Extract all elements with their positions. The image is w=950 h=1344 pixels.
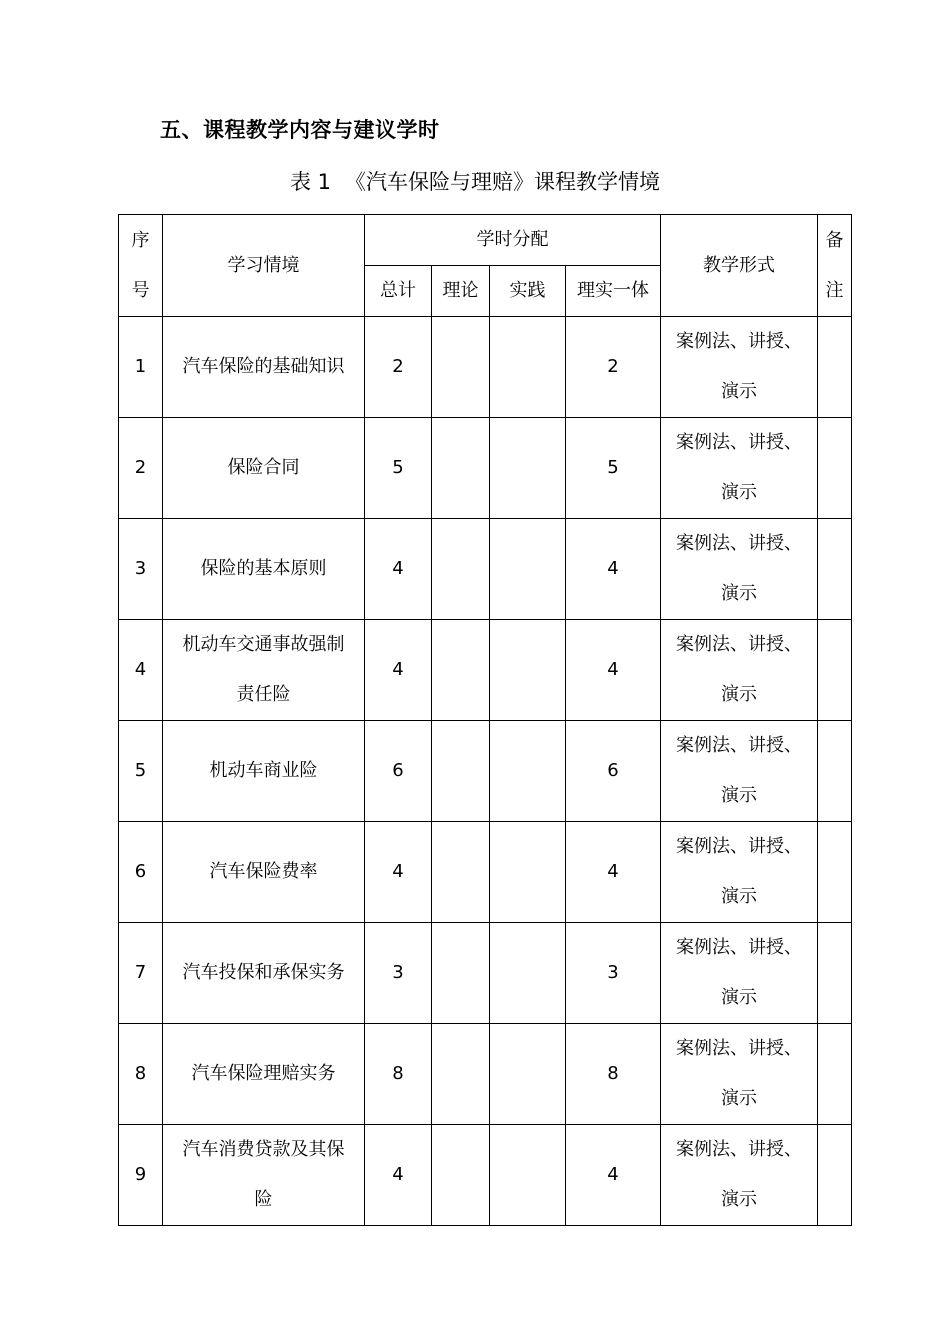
cell-topic [163, 418, 365, 519]
cell-topic-line: 险 [254, 1189, 273, 1210]
cell-seq: 2 [119, 418, 163, 519]
cell-form [661, 721, 818, 822]
cell-form-line: 案例法、讲授、 [676, 937, 802, 958]
cell-remark [818, 519, 852, 620]
cell-topic-line: 保险合同 [227, 457, 300, 478]
cell-form [661, 620, 818, 721]
cell-topic [163, 1024, 365, 1125]
table-row [119, 519, 852, 620]
cell-total: 5 [365, 418, 432, 519]
table-header-row-1 [119, 215, 852, 266]
cell-form [661, 822, 818, 923]
cell-form-line: 案例法、讲授、 [676, 533, 802, 554]
cell-seq: 3 [119, 519, 163, 620]
cell-topic [163, 822, 365, 923]
cell-form-line: 案例法、讲授、 [676, 432, 802, 453]
cell-form [661, 519, 818, 620]
cell-seq: 8 [119, 1024, 163, 1125]
cell-form-line: 案例法、讲授、 [676, 331, 802, 352]
cell-remark [818, 923, 852, 1024]
header-integrated: 理实一体 [566, 266, 661, 317]
cell-form [661, 923, 818, 1024]
cell-practice [490, 519, 566, 620]
table-row [119, 317, 852, 418]
cell-seq: 9 [119, 1125, 163, 1226]
cell-topic-line: 汽车投保和承保实务 [182, 962, 345, 983]
cell-topic-line: 机动车商业险 [209, 760, 318, 781]
cell-theory [432, 519, 490, 620]
cell-total: 3 [365, 923, 432, 1024]
cell-seq: 6 [119, 822, 163, 923]
cell-practice [490, 620, 566, 721]
cell-practice [490, 1024, 566, 1125]
table-row [119, 1125, 852, 1226]
cell-form [661, 1125, 818, 1226]
cell-remark [818, 1024, 852, 1125]
table-row [119, 1024, 852, 1125]
cell-form [661, 317, 818, 418]
cell-integrated: 8 [566, 1024, 661, 1125]
cell-practice [490, 923, 566, 1024]
cell-form-line: 演示 [721, 1189, 757, 1210]
cell-total: 4 [365, 620, 432, 721]
cell-form-line: 演示 [721, 886, 757, 907]
header-remark-line: 备 [825, 229, 844, 251]
header-form: 教学形式 [661, 215, 818, 317]
header-seq-line: 号 [131, 279, 150, 301]
cell-topic [163, 721, 365, 822]
header-theory: 理论 [432, 266, 490, 317]
cell-practice [490, 822, 566, 923]
header-topic: 学习情境 [163, 215, 365, 317]
cell-seq: 4 [119, 620, 163, 721]
cell-form-line: 案例法、讲授、 [676, 735, 802, 756]
cell-topic-line: 汽车保险的基础知识 [182, 356, 345, 377]
header-hours: 学时分配 [365, 215, 661, 266]
cell-integrated: 4 [566, 822, 661, 923]
cell-form-line: 演示 [721, 684, 757, 705]
cell-theory [432, 721, 490, 822]
header-seq [119, 215, 163, 317]
table-caption-number: 表 1 [289, 170, 332, 194]
cell-total: 4 [365, 1125, 432, 1226]
header-remark [818, 215, 852, 317]
cell-form-line: 演示 [721, 381, 757, 402]
cell-remark [818, 822, 852, 923]
cell-theory [432, 1024, 490, 1125]
cell-practice [490, 1125, 566, 1226]
table-row [119, 923, 852, 1024]
cell-integrated: 6 [566, 721, 661, 822]
cell-form [661, 1024, 818, 1125]
cell-integrated: 4 [566, 620, 661, 721]
cell-practice [490, 418, 566, 519]
cell-integrated: 4 [566, 519, 661, 620]
cell-form-line: 演示 [721, 785, 757, 806]
cell-theory [432, 923, 490, 1024]
cell-theory [432, 822, 490, 923]
course-table [118, 214, 852, 1226]
cell-theory [432, 317, 490, 418]
cell-form-line: 演示 [721, 482, 757, 503]
cell-seq: 5 [119, 721, 163, 822]
header-seq-line: 序 [131, 229, 150, 251]
cell-form-line: 演示 [721, 1088, 757, 1109]
cell-total: 2 [365, 317, 432, 418]
cell-practice [490, 721, 566, 822]
cell-total: 4 [365, 822, 432, 923]
cell-form [661, 418, 818, 519]
cell-total: 4 [365, 519, 432, 620]
cell-integrated: 3 [566, 923, 661, 1024]
table-row [119, 822, 852, 923]
table-row [119, 418, 852, 519]
cell-form-line: 案例法、讲授、 [676, 836, 802, 857]
cell-theory [432, 620, 490, 721]
table-caption [0, 166, 950, 196]
cell-topic [163, 317, 365, 418]
cell-topic-line: 保险的基本原则 [200, 558, 327, 579]
cell-remark [818, 317, 852, 418]
cell-practice [490, 317, 566, 418]
cell-form-line: 案例法、讲授、 [676, 1139, 802, 1160]
cell-integrated: 5 [566, 418, 661, 519]
cell-theory [432, 418, 490, 519]
cell-topic [163, 923, 365, 1024]
cell-topic [163, 519, 365, 620]
table-row [119, 620, 852, 721]
cell-integrated: 2 [566, 317, 661, 418]
cell-topic-line: 责任险 [236, 684, 291, 705]
cell-theory [432, 1125, 490, 1226]
cell-remark [818, 418, 852, 519]
table-row [119, 721, 852, 822]
cell-topic-line: 机动车交通事故强制 [182, 634, 345, 655]
cell-form-line: 案例法、讲授、 [676, 634, 802, 655]
header-total: 总计 [365, 266, 432, 317]
header-practice: 实践 [490, 266, 566, 317]
cell-remark [818, 721, 852, 822]
cell-form-line: 案例法、讲授、 [676, 1038, 802, 1059]
cell-remark [818, 620, 852, 721]
cell-topic-line: 汽车保险费率 [209, 861, 318, 882]
cell-total: 6 [365, 721, 432, 822]
cell-seq: 7 [119, 923, 163, 1024]
cell-form-line: 演示 [721, 583, 757, 604]
cell-topic-line: 汽车保险理赔实务 [191, 1063, 336, 1084]
table-caption-title: 《汽车保险与理赔》课程教学情境 [345, 170, 661, 194]
cell-topic [163, 1125, 365, 1226]
cell-topic-line: 汽车消费贷款及其保 [182, 1139, 345, 1160]
cell-remark [818, 1125, 852, 1226]
cell-topic [163, 620, 365, 721]
header-remark-line: 注 [825, 279, 844, 301]
cell-integrated: 4 [566, 1125, 661, 1226]
cell-form-line: 演示 [721, 987, 757, 1008]
cell-total: 8 [365, 1024, 432, 1125]
section-heading: 五、课程教学内容与建议学时 [160, 118, 440, 142]
cell-seq: 1 [119, 317, 163, 418]
